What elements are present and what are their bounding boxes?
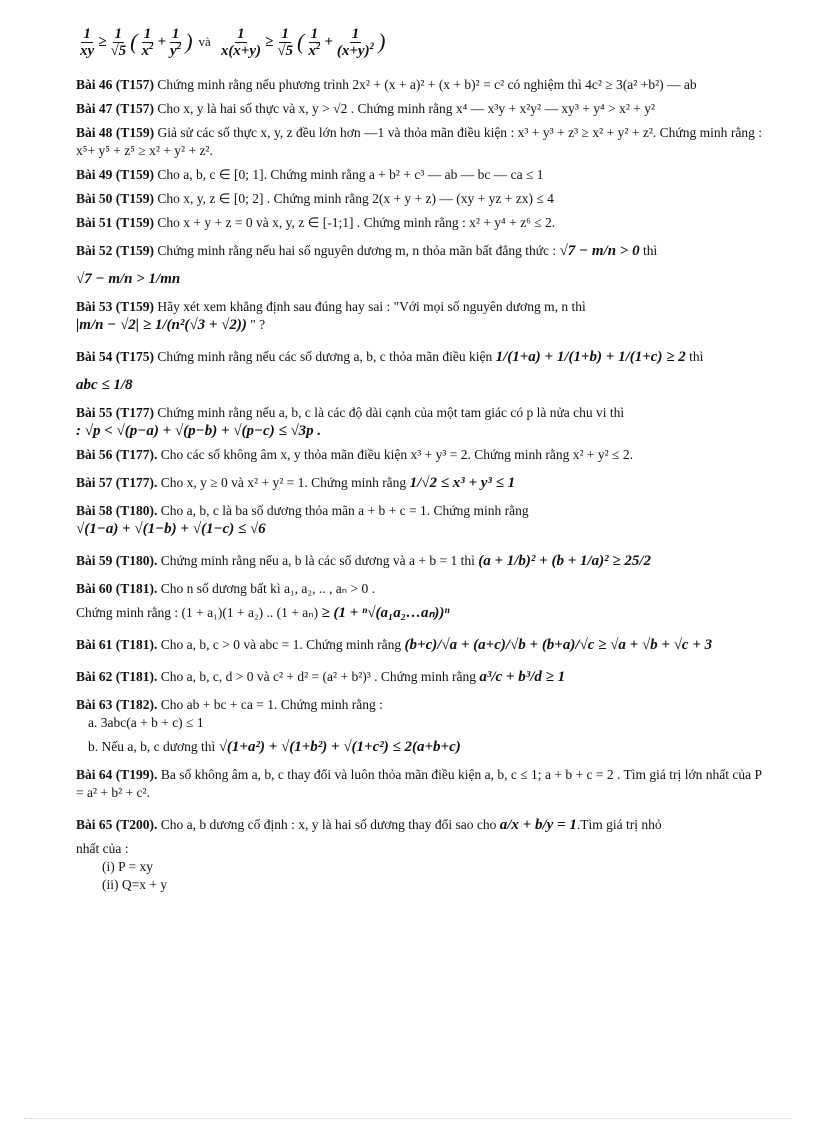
problem-60: Bài 60 (T181). Cho n số dương bất kì a₁, a₂, .. , aₙ > 0 . Chứng minh rằng : (1 + a₁)(1 + a₂) .. (1 + aₙ) ≥ (1 + ⁿ√(a₁a₂…aₙ))ⁿ xyxy=(76,581,450,621)
problem-62: Bài 62 (T181). Cho a, b, c, d > 0 và c² + d² = (a² + b²)³ . Chứng minh rằng a³/c + b³/d ≥ 1 xyxy=(76,669,566,685)
problem-53-formula: |m/n − √2| ≥ 1/(n²(√3 + √2)) xyxy=(76,317,247,333)
problem-65: Bài 65 (T200). Cho a, b dương cố định : x, y là hai số dương thay đổi sao cho a/x + b/y = 1 .Tìm giá trị nhỏ nhất của : (i) P = xy (ii) Q=x + y xyxy=(76,816,762,894)
problem-65-item-i: (i) P = xy xyxy=(102,859,153,874)
problem-51: Bài 51 (T159) Cho x + y + z = 0 và x, y, z ∈ [-1;1] . Chứng minh rằng : x² + y⁴ + z⁶ ≤ 2. xyxy=(76,215,556,230)
problem-53: Bài 53 (T159) Hãy xét xem khẳng định sau đúng hay sai : "Với mọi số nguyên dương m, n thì |m/n − √2| ≥ 1/(n²(√3 + √2)) " ? xyxy=(76,299,586,333)
problem-63-item-b: b. Nếu a, b, c dương thì √(1+a²) + √(1+b²) + √(1+c²) ≤ 2(a+b+c) xyxy=(88,739,461,755)
problem-58: Bài 58 (T180). Cho a, b, c là ba số dương thỏa mãn a + b + c = 1. Chứng minh rằng √(1−a) + √(1−b) + √(1−c) ≤ √6 xyxy=(76,502,762,538)
problem-59: Bài 59 (T180). Chứng minh rằng nếu a, b là các số dương và a + b = 1 thì (a + 1/b)² + (b + 1/a)² ≥ 25/2 xyxy=(76,553,652,569)
problem-65-formula: a/x + b/y = 1 xyxy=(499,817,577,833)
problem-63-item-a: a. 3abc(a + b + c) ≤ 1 xyxy=(88,715,204,730)
problem-48: Bài 48 (T159) Giả sử các số thực x, y, z đều lớn hơn —1 và thỏa mãn điều kiện : x³ + y³ + z³ ≥ x² + y² + z². Chứng minh rằng : x⁵+ y⁵ + z⁵ ≥ x² + y² + z². xyxy=(76,125,762,158)
problem-55: Bài 55 (T177) Chứng minh rằng nếu a, b, c là các độ dài cạnh của một tam giác có p là nửa chu vi thì : √p < √(p−a) + √(p−b) + √(p−c) ≤ √3p . xyxy=(76,404,762,440)
problem-64: Bài 64 (T199). Ba số không âm a, b, c thay đổi và luôn thỏa mãn điều kiện a, b, c ≤ 1; a + b + c = 2 . Tìm giá trị lớn nhất của P = a² + b² + c². xyxy=(76,767,762,800)
problem-63: Bài 63 (T182). Cho ab + bc + ca = 1. Chứng minh rằng : a. 3abc(a + b + c) ≤ 1 b. Nếu a, b, c dương thì √(1+a²) + √(1+b²) + √(1+c²) ≤ 2(a+b+c) xyxy=(76,696,762,756)
intro-connector: và xyxy=(198,34,211,49)
problem-63-formula: √(1+a²) + √(1+b²) + √(1+c²) ≤ 2(a+b+c) xyxy=(218,739,461,755)
problem-61-formula: (b+c)/√a + (a+c)/√b + (b+a)/√c ≥ √a + √b + √c + 3 xyxy=(404,637,713,653)
problem-58-formula: √(1−a) + √(1−b) + √(1−c) ≤ √6 xyxy=(76,521,266,537)
problem-61: Bài 61 (T181). Cho a, b, c > 0 và abc = 1. Chứng minh rằng (b+c)/√a + (a+c)/√b + (b+a)/√c ≥ √a + √b + √c + 3 xyxy=(76,637,713,653)
problem-57: Bài 57 (T177). Cho x, y ≥ 0 và x² + y² = 1. Chứng minh rằng 1/√2 ≤ x³ + y³ ≤ 1 xyxy=(76,475,516,491)
problem-52: Bài 52 (T159) Chứng minh rằng nếu hai số nguyên dương m, n thỏa mãn bất đẳng thức : √7 − m/n > 0 thì √7 − m/n > 1/mn xyxy=(76,242,762,288)
problem-55-formula: : √p < √(p−a) + √(p−b) + √(p−c) ≤ √3p . xyxy=(76,423,322,439)
problem-57-formula: 1/√2 ≤ x³ + y³ ≤ 1 xyxy=(409,475,516,491)
problem-59-formula: (a + 1/b)² + (b + 1/a)² ≥ 25/2 xyxy=(478,553,652,569)
document-page xyxy=(76,14,762,894)
intro-formula: $\frac{1}{xy}$ ≥ $\frac{1}{√5}$ ( $\frac{1}{x^2}$ + $\frac{1}{y^2}$ ) và $\frac{1}{x(x+y)}$ ≥ $\frac{1}{√5}$ ( $\frac{1}{x^2}$ + $\frac{1}{(x+y)^2}$ ) xyxy=(80,25,386,59)
problem-62-formula: a³/c + b³/d ≥ 1 xyxy=(479,669,566,685)
problem-56: Bài 56 (T177). Cho các số không âm x, y thỏa mãn điều kiện x³ + y³ = 2. Chứng minh rằng x² + y² ≤ 2. xyxy=(76,447,633,462)
problem-47: Bài 47 (T157) Cho x, y là hai số thực và x, y > √2 . Chứng minh rằng x⁴ — x³y + x²y² — xy³ + y⁴ > x² + y² xyxy=(76,101,656,116)
problem-54-formula: 1/(1+a) + 1/(1+b) + 1/(1+c) ≥ 2 xyxy=(495,349,686,365)
problem-65-item-ii: (ii) Q=x + y xyxy=(102,877,168,892)
problem-49: Bài 49 (T159) Cho a, b, c ∈ [0; 1]. Chứng minh rằng a + b² + c³ — ab — bc — ca ≤ 1 xyxy=(76,167,544,182)
problem-54-line2: abc ≤ 1/8 xyxy=(76,377,133,393)
problem-54: Bài 54 (T175) Chứng minh rằng nếu các số dương a, b, c thỏa mãn điều kiện 1/(1+a) + 1/(1+b) + 1/(1+c) ≥ 2 thì abc ≤ 1/8 xyxy=(76,348,762,394)
problem-52-formula-2: √7 − m/n > 1/mn xyxy=(76,271,181,287)
page-bottom-divider xyxy=(24,1118,792,1119)
problem-60-formula: ≥ (1 + ⁿ√(a₁a₂…aₙ))ⁿ xyxy=(321,605,450,621)
problem-46: Bài 46 (T157) Chứng minh rằng nếu phương trình 2x² + (x + a)² + (x + b)² = c² có nghiệm thì 4c² ≥ 3(a² +b²) — ab xyxy=(76,77,697,92)
problem-52-formula: √7 − m/n > 0 xyxy=(559,243,640,259)
problem-50: Bài 50 (T159) Cho x, y, z ∈ [0; 2] . Chứng minh rằng 2(x + y + z) — (xy + yz + zx) ≤ 4 xyxy=(76,191,554,206)
